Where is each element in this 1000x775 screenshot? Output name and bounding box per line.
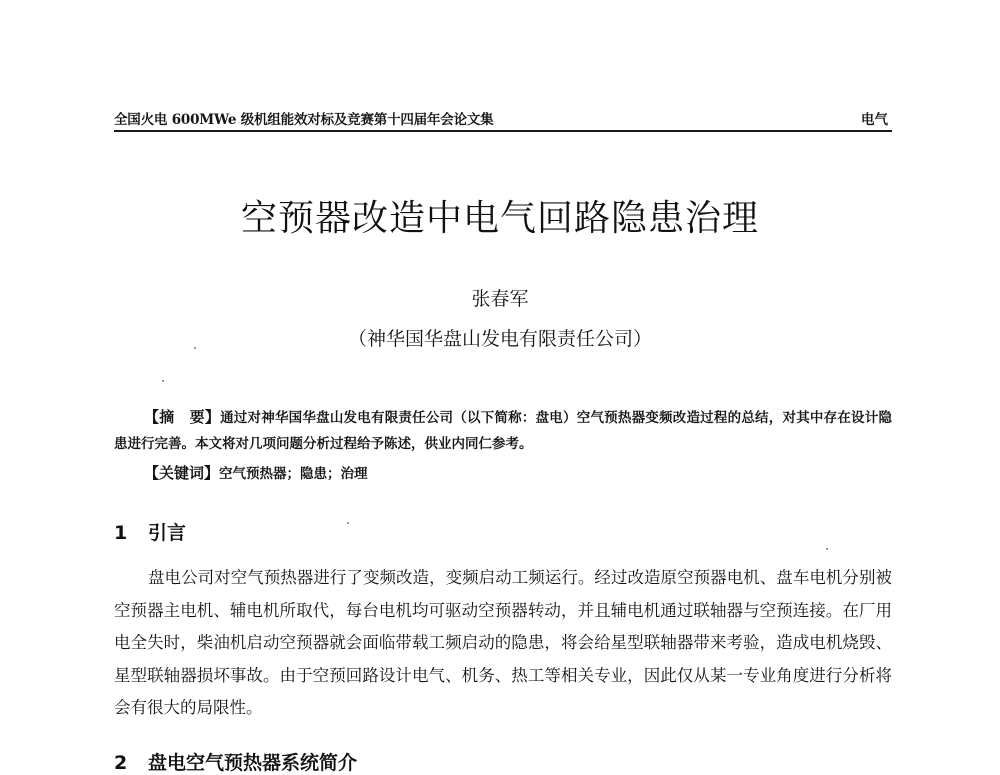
header-section-label: 电气 bbox=[861, 112, 888, 128]
scan-speck bbox=[194, 347, 196, 349]
keywords-label: 【关键词】 bbox=[144, 464, 220, 482]
keywords bbox=[144, 460, 892, 487]
section-title: 盘电空气预热器系统简介 bbox=[148, 752, 358, 774]
abstract bbox=[114, 404, 892, 457]
author-name: 张春军 bbox=[471, 288, 529, 310]
abstract-label: 【摘 要】 bbox=[144, 408, 221, 426]
paper-title: 空预器改造中电气回路隐患治理 bbox=[240, 198, 759, 239]
section-number: 1 bbox=[114, 522, 128, 544]
section-number: 2 bbox=[114, 752, 128, 774]
section-heading-introduction bbox=[114, 518, 186, 545]
abstract-text: 通过对神华国华盘山发电有限责任公司（以下简称：盘电）空气预热器变频改造过程的总结，对其中存在设计隐患进行完善。本文将对几项问题分析过程给予陈述，供业内同仁参考。 bbox=[114, 410, 892, 452]
author-affiliation: （神华国华盘山发电有限责任公司） bbox=[347, 328, 652, 350]
header-proceedings-title: 全国火电 600MWe 级机组能效对标及竞赛第十四届年会论文集 bbox=[114, 112, 494, 128]
scan-speck bbox=[347, 522, 349, 524]
keywords-text: 空气预热器；隐患；治理 bbox=[219, 466, 368, 482]
section-heading-system-overview bbox=[114, 748, 357, 775]
scan-speck bbox=[826, 548, 828, 550]
introduction-paragraph: 盘电公司对空气预热器进行了变频改造，变频启动工频运行。经过改造原空预器电机、盘车电机分别被空预器主电机、辅电机所取代，每台电机均可驱动空预器转动，并且辅电机通过联轴器与空预连接。在厂用电全失时，柴油机启动空预器就会面临带载工频启动的隐患，将会给星型联轴器带来考验，造成电机烧毁、星型联轴器损坏事故。由于空预回路设计电气、机务、热工等相关专业，因此仅从某一专业角度进行分析将会有很大的局限性。 bbox=[114, 568, 892, 717]
running-header bbox=[114, 106, 892, 132]
scan-speck bbox=[162, 380, 164, 382]
section-title: 引言 bbox=[148, 522, 187, 544]
